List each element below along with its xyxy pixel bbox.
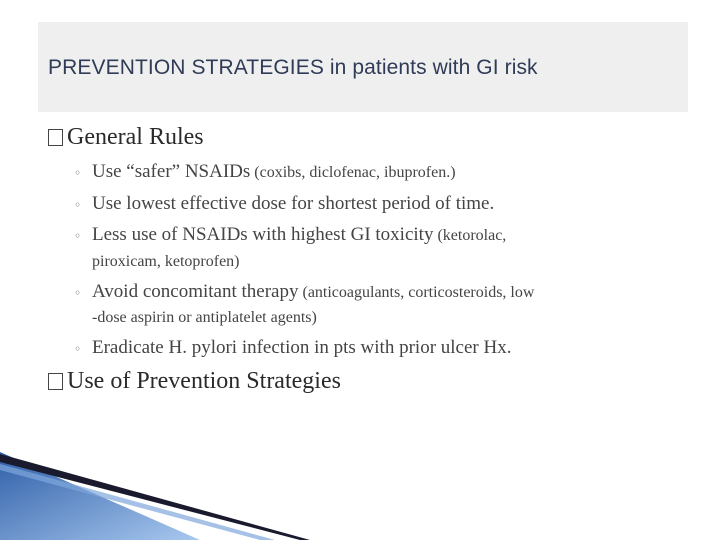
list-item [74,337,694,359]
bullet-icon: ◦ [74,166,82,180]
bullet-icon: ◦ [74,229,82,243]
list-item [74,224,694,246]
bullet-detail: (anticoagulants, corticosteroids, low [298,284,535,301]
list-item [74,281,694,303]
checkbox-icon [48,373,63,390]
bullet-icon: ◦ [74,286,82,300]
bullet-icon: ◦ [74,198,82,212]
bullet-detail: (coxibs, diclofenac, ibuprofen.) [250,164,456,181]
bullet-text: Use lowest effective dose for shortest period of time. [92,193,495,214]
section-label: General Rules [67,124,204,150]
list-item [74,193,694,215]
bullet-icon: ◦ [74,342,82,356]
slide-title: PREVENTION STRATEGIES in patients with GI risk [48,56,538,79]
checkbox-icon [48,129,63,146]
section-prevention-strategies [48,368,341,395]
bullet-text: Avoid concomitant therapy [92,281,299,302]
section-label: Use of Prevention Strategies [67,368,341,394]
list-item [74,161,694,183]
bullet-continuation: piroxicam, ketoprofen) [92,253,240,270]
title-bar [38,22,688,112]
bullet-detail: (ketorolac, [433,227,507,244]
corner-decoration [0,452,310,540]
bullet-text: Use “safer” NSAIDs [92,161,251,182]
bullet-text: Less use of NSAIDs with highest GI toxicity [92,224,434,245]
bullet-continuation: -dose aspirin or antiplatelet agents) [92,309,317,326]
bullet-text: Eradicate H. pylori infection in pts with prior ulcer Hx. [92,337,512,358]
section-general-rules [48,124,204,151]
